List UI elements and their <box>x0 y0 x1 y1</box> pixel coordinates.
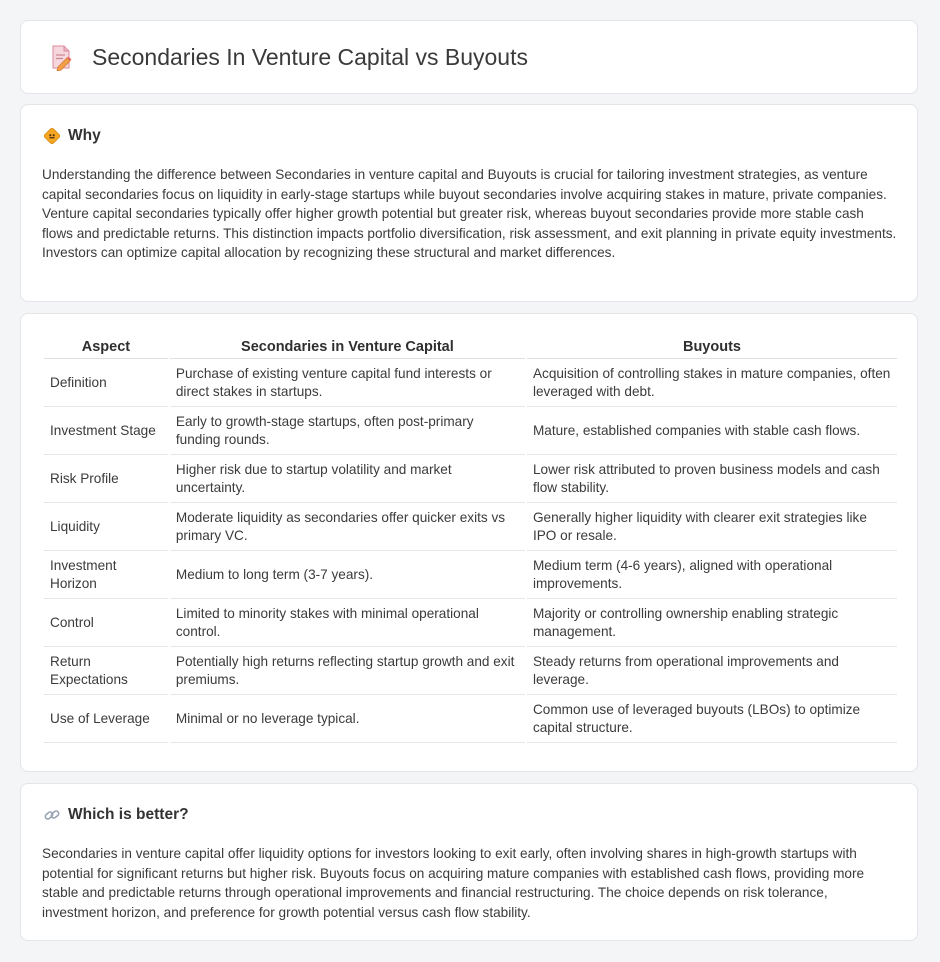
aspect-cell: Return Expectations <box>44 647 168 695</box>
table-row <box>44 359 897 407</box>
table-row <box>44 407 897 455</box>
buyout-cell: Mature, established companies with stable cash flows. <box>527 407 897 455</box>
venture-cell: Higher risk due to startup volatility and market uncertainty. <box>170 455 525 503</box>
aspect-cell: Investment Horizon <box>44 551 168 599</box>
venture-cell: Early to growth-stage startups, often post-primary funding rounds. <box>170 407 525 455</box>
comparison-table <box>42 336 899 743</box>
table-row <box>44 695 897 743</box>
link-icon <box>43 806 61 824</box>
table-row <box>44 503 897 551</box>
page-title: Secondaries In Venture Capital vs Buyouts <box>92 43 528 70</box>
better-card <box>20 783 918 941</box>
document-pencil-icon <box>47 43 75 71</box>
why-heading: Why <box>68 127 101 144</box>
buyout-cell: Common use of leveraged buyouts (LBOs) to optimize capital structure. <box>527 695 897 743</box>
buyout-cell: Generally higher liquidity with clearer exit strategies like IPO or resale. <box>527 503 897 551</box>
header-venture-capital: Secondaries in Venture Capital <box>170 336 525 359</box>
buyout-cell: Lower risk attributed to proven business models and cash flow stability. <box>527 455 897 503</box>
venture-cell: Purchase of existing venture capital fund interests or direct stakes in startups. <box>170 359 525 407</box>
title-row <box>47 43 528 71</box>
venture-cell: Minimal or no leverage typical. <box>170 695 525 743</box>
title-card <box>20 20 918 94</box>
header-aspect: Aspect <box>44 336 168 359</box>
buyout-cell: Medium term (4-6 years), aligned with operational improvements. <box>527 551 897 599</box>
better-heading-row <box>43 806 189 824</box>
aspect-cell: Use of Leverage <box>44 695 168 743</box>
table-row <box>44 599 897 647</box>
aspect-cell: Investment Stage <box>44 407 168 455</box>
venture-cell: Limited to minority stakes with minimal operational control. <box>170 599 525 647</box>
aspect-cell: Risk Profile <box>44 455 168 503</box>
comparison-card <box>20 313 918 772</box>
better-text: Secondaries in venture capital offer liquidity options for investors looking to exit early, often involving shares in high-growth startups with potential for significant returns but higher risk. Buyouts focus on acquiring mature companies with established cash flows, providing more stable and predictable returns through operational improvements and financial restructuring. The choice depends on risk tolerance, investment horizon, and preference for growth potential versus cash flow stability. <box>42 846 865 920</box>
venture-cell: Medium to long term (3-7 years). <box>170 551 525 599</box>
better-heading: Which is better? <box>68 806 189 823</box>
aspect-cell: Liquidity <box>44 503 168 551</box>
venture-cell: Moderate liquidity as secondaries offer quicker exits vs primary VC. <box>170 503 525 551</box>
buyout-cell: Majority or controlling ownership enabling strategic management. <box>527 599 897 647</box>
why-text: Understanding the difference between Secondaries in venture capital and Buyouts is crucial for tailoring investment strategies, as venture capital secondaries focus on liquidity in early-stage startups while buyout secondaries involve acquiring stakes in mature, private companies. Venture capital secondaries typically offer higher growth potential but greater risk, whereas buyout secondaries provide more stable cash flows and predictable returns. This distinction impacts portfolio diversification, risk assessment, and exit planning in private equity investments. Investors can optimize capital allocation by recognizing these structural and market differences. <box>42 167 897 260</box>
aspect-cell: Definition <box>44 359 168 407</box>
header-buyouts: Buyouts <box>527 336 897 359</box>
buyout-cell: Acquisition of controlling stakes in mature companies, often leveraged with debt. <box>527 359 897 407</box>
table-header-row <box>44 336 897 359</box>
venture-cell: Potentially high returns reflecting startup growth and exit premiums. <box>170 647 525 695</box>
aspect-cell: Control <box>44 599 168 647</box>
why-card <box>20 104 918 302</box>
buyout-cell: Steady returns from operational improvements and leverage. <box>527 647 897 695</box>
table-row <box>44 551 897 599</box>
table-row <box>44 647 897 695</box>
table-row <box>44 455 897 503</box>
diamond-sign-icon <box>43 127 61 145</box>
why-heading-row <box>43 127 101 145</box>
